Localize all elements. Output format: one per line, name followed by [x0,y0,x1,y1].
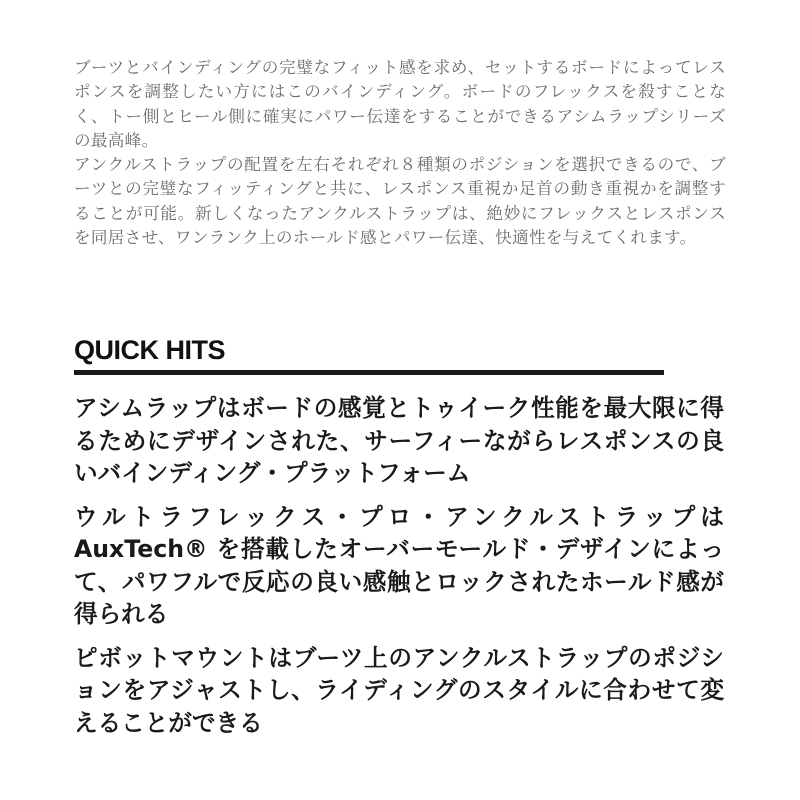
quick-hit-item: ウルトラフレックス・プロ・アンクルストラップはAuxTech® を搭載したオーバーモールド・デザインによって、パワフルで反応の良い感触とロックされたホールド感が得られる [74,502,724,628]
product-description [74,56,726,250]
quick-hits-heading: QUICK HITS [74,335,226,365]
description-paragraph-2: アンクルストラップの配置を左右それぞれ８種類のポジションを選択できるので、ブーツとの完璧なフィッティングと共に、レスポンス重視か足首の動き重視かを調整することが可能。新しくなったアンクルストラップは、絶妙にフレックスとレスポンスを同居させ、ワンランク上のホールド感とパワー伝達、快適性を与えてくれます。 [74,155,726,248]
quick-hits-list [74,392,724,750]
quick-hit-item: ピボットマウントはブーツ上のアンクルストラップのポジションをアジャストし、ライディングのスタイルに合わせて変えることができる [74,643,724,737]
heading-divider [74,370,664,375]
quick-hit-item: アシムラップはボードの感覚とトゥイーク性能を最大限に得るためにデザインされた、サーフィーながらレスポンスの良いバインディング・プラットフォーム [74,394,724,487]
description-paragraph-1: ブーツとバインディングの完璧なフィット感を求め、セットするボードによってレスポンスを調整したい方にはこのバインディング。ボードのフレックスを殺すことなく、トー側とヒール側に確実にパワー伝達をすることができるアシムラップシリーズの最高峰。 [74,58,726,150]
